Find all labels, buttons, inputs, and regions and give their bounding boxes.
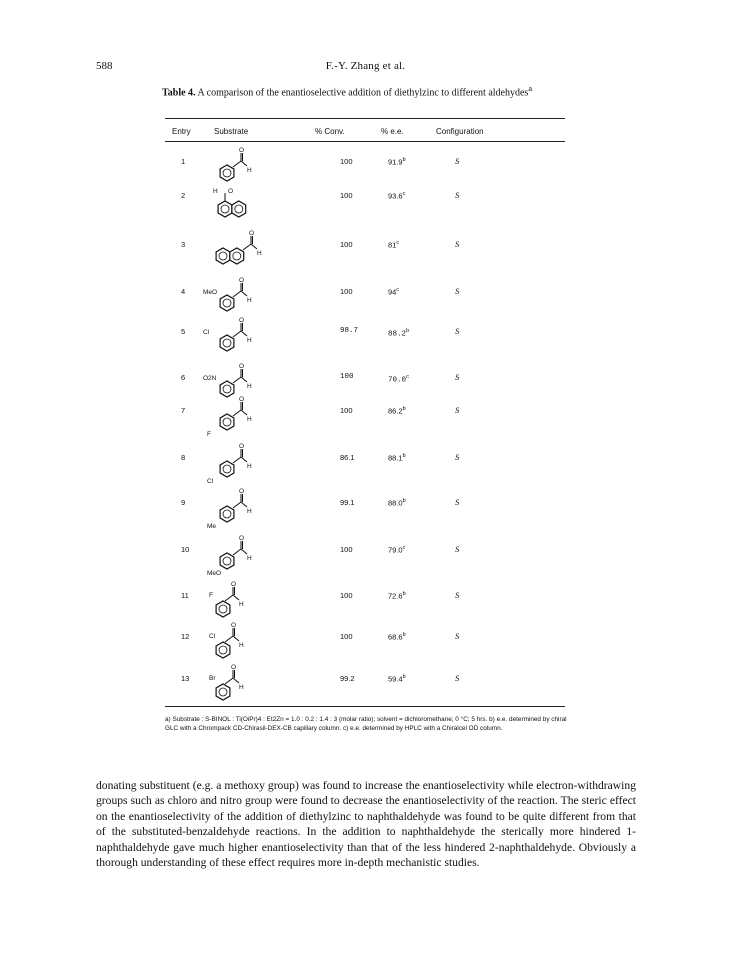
hydrogen-label: H xyxy=(247,463,252,470)
benzene-ring xyxy=(218,201,232,217)
ee-cell: 59.4$^b$ xyxy=(388,674,406,684)
ee-cell-note: c xyxy=(402,191,406,197)
substituent-label: O2N xyxy=(203,375,217,382)
ee-cell: 68.6$^b$ xyxy=(388,632,406,642)
hydrogen-label: H xyxy=(213,188,218,195)
substituent-label: Cl xyxy=(207,478,214,485)
running-head: F.-Y. Zhang et al. xyxy=(325,60,406,72)
config-cell: S xyxy=(455,239,460,249)
benzene-ring xyxy=(220,553,234,569)
table-bottom-rule xyxy=(165,706,565,707)
aromatic-circle xyxy=(223,339,231,347)
table-caption xyxy=(162,84,532,98)
substituent-label: MeO xyxy=(203,289,218,296)
aldehyde-h-bond xyxy=(241,410,247,415)
ee-cell-note: b xyxy=(402,406,406,412)
conv-cell: 98.7 xyxy=(340,327,359,335)
aromatic-circle xyxy=(223,557,231,565)
aromatic-circle xyxy=(223,169,231,177)
cho-bond xyxy=(225,595,233,601)
oxygen-label: O xyxy=(239,443,245,450)
ee-cell: 94$^c$ xyxy=(388,287,400,297)
page-number: 588 xyxy=(96,60,113,72)
aldehyde-h-bond xyxy=(233,678,239,683)
aromatic-circle xyxy=(219,252,227,260)
aldehyde-h-bond xyxy=(233,595,239,600)
substituent-label: F xyxy=(207,431,211,438)
substrate-structure-svg xyxy=(205,441,275,485)
substrate-structure-svg xyxy=(205,662,275,706)
benzene-ring xyxy=(216,601,230,617)
benzene-ring xyxy=(216,248,230,264)
benzene-ring xyxy=(220,414,234,430)
benzene-ring xyxy=(232,201,246,217)
aromatic-circle xyxy=(219,646,227,654)
hydrogen-label: H xyxy=(239,684,244,691)
footnote-a: a) Substrate : S-BINOL : Ti(OiPr)4 : Et2Zn = 1.0 : 0.2 : 1.4 : 3 (molar ratio); solvent = dichloromethane; 0 °C; 5 hrs. xyxy=(165,716,488,723)
hydrogen-label: H xyxy=(257,250,262,257)
config-cell: S xyxy=(455,673,460,683)
config-cell: S xyxy=(455,544,460,554)
ee-cell-note: c xyxy=(396,240,400,246)
oxygen-label: O xyxy=(239,488,245,495)
entry-cell: 3 xyxy=(181,240,186,249)
hydrogen-label: H xyxy=(247,167,252,174)
hydrogen-label: H xyxy=(239,601,244,608)
substrate-structure xyxy=(205,179,275,228)
ee-cell: 79.0$^c$ xyxy=(388,545,406,555)
conv-cell: 100 xyxy=(340,373,354,381)
aromatic-circle xyxy=(219,605,227,613)
config-cell: S xyxy=(455,497,460,507)
substituent-label: F xyxy=(209,592,213,599)
conv-cell: 100 xyxy=(340,545,353,554)
benzene-ring xyxy=(220,506,234,522)
hydrogen-label: H xyxy=(239,642,244,649)
cho-bond xyxy=(225,636,233,642)
col-conv-header: % Conv. xyxy=(315,127,345,136)
aromatic-circle xyxy=(223,510,231,518)
oxygen-label: O xyxy=(231,664,237,671)
aromatic-circle xyxy=(219,688,227,696)
config-cell: S xyxy=(455,156,460,166)
substituent-label: Me xyxy=(207,523,217,530)
conv-cell: 86.1 xyxy=(340,453,355,462)
oxygen-label: O xyxy=(231,622,237,629)
hydrogen-label: H xyxy=(247,416,252,423)
aromatic-circle xyxy=(235,205,243,213)
ee-cell-note: c xyxy=(402,545,406,551)
hydrogen-label: H xyxy=(247,297,252,304)
entry-cell: 8 xyxy=(181,453,186,462)
aldehyde-h-bond xyxy=(241,291,247,296)
aromatic-circle xyxy=(223,299,231,307)
entry-cell: 6 xyxy=(181,373,186,382)
substrate-structure xyxy=(205,441,275,490)
cho-bond xyxy=(233,410,241,416)
oxygen-label: O xyxy=(231,581,237,588)
ee-cell-note: b xyxy=(402,674,406,680)
config-cell: S xyxy=(455,286,460,296)
substituent-label: Cl xyxy=(209,633,216,640)
aromatic-circle xyxy=(223,385,231,393)
table-footnotes xyxy=(165,716,575,733)
substrate-structure-svg xyxy=(205,620,275,664)
config-cell: S xyxy=(455,452,460,462)
config-cell: S xyxy=(455,631,460,641)
oxygen-label: O xyxy=(228,188,234,195)
substrate-structure-svg xyxy=(205,228,275,272)
ee-cell: 88.0$^b$ xyxy=(388,498,406,508)
ee-cell: 70.0$^c$ xyxy=(388,373,410,385)
entry-cell: 5 xyxy=(181,327,186,336)
aldehyde-h-bond xyxy=(233,636,239,641)
hydrogen-label: H xyxy=(247,555,252,562)
entry-cell: 9 xyxy=(181,498,186,507)
aromatic-circle xyxy=(233,252,241,260)
aldehyde-h-bond xyxy=(241,161,247,166)
ee-cell-note: b xyxy=(402,498,406,504)
conv-cell: 99.2 xyxy=(340,674,355,683)
substrate-structure xyxy=(205,486,275,535)
oxygen-label: O xyxy=(239,396,245,403)
entry-cell: 2 xyxy=(181,191,186,200)
cho-bond xyxy=(233,161,241,167)
oxygen-label: O xyxy=(249,230,255,237)
aromatic-circle xyxy=(223,465,231,473)
conv-cell: 100 xyxy=(340,406,353,415)
substituent-label: Cl xyxy=(203,329,210,336)
substrate-structure-svg xyxy=(205,315,275,359)
entry-cell: 10 xyxy=(181,545,190,554)
oxygen-label: O xyxy=(239,535,245,542)
col-ee-header: % e.e. xyxy=(381,127,404,136)
substrate-structure xyxy=(205,662,275,711)
benzene-ring xyxy=(220,335,234,351)
col-entry-header: Entry xyxy=(172,127,191,136)
aldehyde-h-bond xyxy=(241,377,247,382)
aldehyde-h-bond xyxy=(241,331,247,336)
substrate-structure-svg xyxy=(205,533,275,577)
substituent-label: MeO xyxy=(207,570,222,577)
aromatic-circle xyxy=(223,418,231,426)
hydrogen-label: H xyxy=(247,337,252,344)
config-cell: S xyxy=(455,190,460,200)
col-substrate-header: Substrate xyxy=(214,127,249,136)
aromatic-circle xyxy=(221,205,229,213)
entry-cell: 4 xyxy=(181,287,186,296)
ee-cell-note: c xyxy=(396,287,400,293)
substrate-structure-svg xyxy=(205,179,275,223)
conv-cell: 100 xyxy=(340,240,353,249)
footnote-b: b) e.e. determined by chiral GLC with a Chrompack CD-Chirasil-DEX-CB capillary column. xyxy=(165,716,567,732)
conv-cell: 99.1 xyxy=(340,498,355,507)
substrate-structure-svg xyxy=(205,394,275,438)
benzene-ring xyxy=(220,295,234,311)
entry-cell: 7 xyxy=(181,406,186,415)
substrate-structure xyxy=(205,394,275,443)
footnote-c: c) e.e. determined by HPLC with a Chiralcel OD column. xyxy=(342,724,503,732)
ee-cell: 88.1$^b$ xyxy=(388,453,406,463)
substrate-structure-svg xyxy=(205,486,275,530)
benzene-ring xyxy=(216,684,230,700)
entry-cell: 13 xyxy=(181,674,190,683)
table-header-rule xyxy=(165,141,565,142)
benzene-ring xyxy=(230,248,244,264)
conv-cell: 100 xyxy=(340,591,353,600)
aldehyde-h-bond xyxy=(241,502,247,507)
oxygen-label: O xyxy=(239,147,245,154)
cho-bond xyxy=(233,291,241,297)
ee-cell-note: b xyxy=(402,453,406,459)
ee-cell-note: b xyxy=(402,591,406,597)
aldehyde-h-bond xyxy=(241,549,247,554)
conv-cell: 100 xyxy=(340,287,353,296)
ee-cell-note: b xyxy=(402,632,406,638)
ee-cell: 72.6$^b$ xyxy=(388,591,406,601)
conv-cell: 100 xyxy=(340,191,353,200)
table-caption-text: A comparison of the enantioselective addition of diethylzinc to different aldehydes xyxy=(197,87,529,99)
ee-cell: 86.2$^b$ xyxy=(388,406,406,416)
ee-cell-note: b xyxy=(406,327,410,334)
cho-bond xyxy=(233,331,241,337)
oxygen-label: O xyxy=(239,363,245,370)
ee-cell-note: b xyxy=(402,157,406,163)
config-cell: S xyxy=(455,326,460,336)
hydrogen-label: H xyxy=(247,508,252,515)
entry-cell: 12 xyxy=(181,632,190,641)
ee-cell: 88.2$^b$ xyxy=(388,327,410,339)
entry-cell: 1 xyxy=(181,157,186,166)
ee-cell: 91.9$^b$ xyxy=(388,157,406,167)
benzene-ring xyxy=(216,642,230,658)
config-cell: S xyxy=(455,372,460,382)
cho-bond xyxy=(233,457,241,463)
oxygen-label: O xyxy=(239,317,245,324)
substrate-structure xyxy=(205,315,275,364)
table-label: Table 4. xyxy=(162,87,196,99)
body-paragraph: donating substituent (e.g. a methoxy group) was found to increase the enantioselectivity while electron-withdrawing groups such as chloro and nitro group were found to decrease the enantioselectivity of the reaction. The steric effect on the enantioselectivity of the addition of diethylzinc to naphthaldehyde was found to be quite different from that of the substituted-benzaldehyde reactions. In the addition to naphthaldehyde the sterically more hindered 1-naphthaldehyde gave much higher enantioselectivity than that of the less hindered 2-naphthaldehyde. Obviously a thorough understanding of these effect requires more in-depth mechanistic studies. xyxy=(96,779,636,870)
cho-bond xyxy=(225,678,233,684)
substrate-structure xyxy=(205,228,275,277)
entry-cell: 11 xyxy=(181,591,189,600)
table-caption-note: a xyxy=(528,84,533,93)
cho-bond xyxy=(233,549,241,555)
ee-cell: 81$^c$ xyxy=(388,240,400,250)
substrate-structure-svg xyxy=(205,579,275,623)
substrate-structure-svg xyxy=(205,275,275,319)
table-top-rule xyxy=(165,118,565,119)
conv-cell: 100 xyxy=(340,157,353,166)
aldehyde-h-bond xyxy=(251,244,257,249)
cho-bond xyxy=(233,377,241,383)
ee-cell: 93.6$^c$ xyxy=(388,191,406,201)
ee-cell-note: c xyxy=(406,373,410,380)
cho-bond xyxy=(243,244,251,250)
oxygen-label: O xyxy=(239,277,245,284)
aldehyde-h-bond xyxy=(241,457,247,462)
config-cell: S xyxy=(455,405,460,415)
conv-cell: 100 xyxy=(340,632,353,641)
substrate-structure xyxy=(205,533,275,582)
substituent-label: Br xyxy=(209,675,216,682)
cho-bond xyxy=(233,502,241,508)
config-cell: S xyxy=(455,590,460,600)
hydrogen-label: H xyxy=(247,383,252,390)
col-config-header: Configuration xyxy=(436,127,484,136)
benzene-ring xyxy=(220,461,234,477)
